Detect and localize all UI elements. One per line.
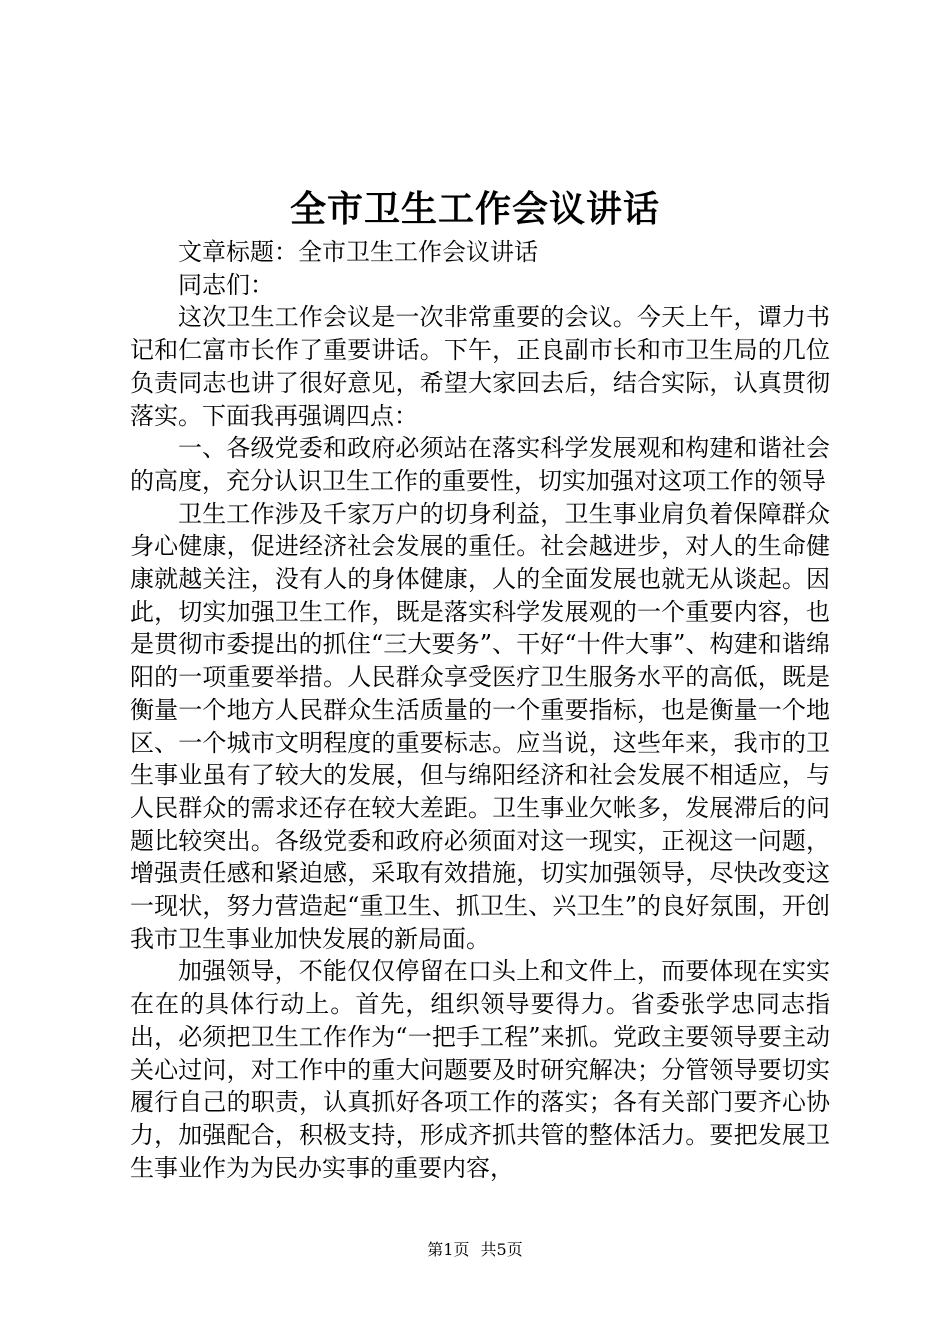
paragraph: 卫生工作涉及千家万户的切身利益，卫生事业肩负着保障群众身心健康，促进经济社会发展的重任。社会越进步，对人的生命健康就越关注，没有人的身体健康，人的全面发展也就无从谈起。因此，切实加强卫生工作，既是落实科学发展观的一个重要内容，也是贯彻市委提出的抓住“三大要务”、干好“十件大事”、构建和谐绵阳的一项重要举措。人民群众享受医疗卫生服务水平的高低，既是衡量一个地方人民群众生活质量的一个重要指标，也是衡量一个地区、一个城市文明程度的重要标志。应当说，这些年来，我市的卫生事业虽有了较大的发展，但与绵阳经济和社会发展不相适应，与人民群众的需求还存在较大差距。卫生事业欠帐多，发展滞后的问题比较突出。各级党委和政府必须面对这一现实，正视这一问题，增强责任感和紧迫感，采取有效措施，切实加强领导，尽快改变这一现状，努力营造起“重卫生、抓卫生、兴卫生”的良好氛围，开创我市卫生事业加快发展的新局面。 bbox=[130, 499, 830, 953]
page-total: 共5页 bbox=[480, 1240, 523, 1259]
paragraph: 这次卫生工作会议是一次非常重要的会议。今天上午，谭力书记和仁富市长作了重要讲话。下午，正良副市长和市卫生局的几位负责同志也讲了很好意见，希望大家回去后，结合实际，认真贯彻落实。下面我再强调四点： bbox=[130, 303, 830, 430]
section-heading: 一、各级党委和政府必须站在落实科学发展观和构建和谐社会的高度，充分认识卫生工作的重要性，切实加强对这项工作的领导 bbox=[130, 434, 830, 495]
paragraph: 加强领导，不能仅仅停留在口头上和文件上，而要体现在实实在在的具体行动上。首先，组织领导要得力。省委张学忠同志指出，必须把卫生工作作为“一把手工程”来抓。党政主要领导要主动关心过问，对工作中的重大问题要及时研究解决；分管领导要切实履行自己的职责，认真抓好各项工作的落实；各有关部门要齐心协力，加强配合，积极支持，形成齐抓共管的整体活力。要把发展卫生事业作为为民办实事的重要内容， bbox=[130, 957, 830, 1182]
page-footer bbox=[0, 1238, 950, 1262]
page-number: 第1页 bbox=[427, 1240, 470, 1259]
article-title-line: 文章标题：全市卫生工作会议讲话 bbox=[178, 238, 538, 266]
document-title: 全市卫生工作会议讲话 bbox=[289, 188, 660, 230]
salutation: 同志们： bbox=[178, 270, 274, 299]
document-body bbox=[130, 236, 830, 1184]
